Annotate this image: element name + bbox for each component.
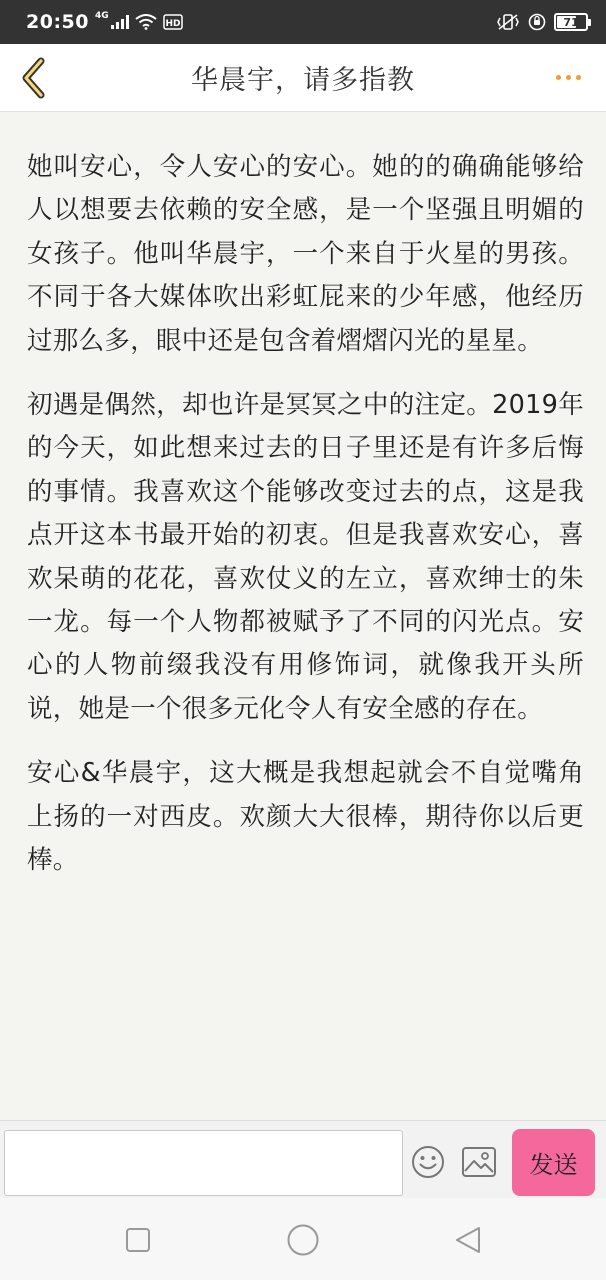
signal-icon — [111, 15, 129, 29]
back-button[interactable] — [14, 54, 54, 102]
send-button[interactable]: 发送 — [512, 1129, 595, 1196]
paragraph: 她叫安心，令人安心的安心。她的的确确能够给人以想要去依赖的安全感，是一个坚强且明媚的女孩子。他叫华晨宇，一个来自于火星的男孩。不同于各大媒体吹出彩虹屁来的少年感，他经历过那么多，眼中还是包含着熠熠闪光的星星。 — [27, 152, 584, 356]
more-dots-icon — [576, 75, 581, 80]
status-left — [26, 11, 183, 33]
status-right — [496, 13, 588, 31]
article-content — [0, 112, 606, 1120]
chevron-left-icon — [19, 57, 49, 99]
square-icon — [125, 1227, 151, 1253]
more-dots-icon — [566, 75, 571, 80]
reply-bar — [0, 1120, 606, 1198]
alarm-icon — [528, 13, 546, 31]
nav-back-button[interactable] — [450, 1222, 486, 1258]
more-button[interactable] — [548, 62, 588, 92]
paragraph: 初遇是偶然，却也许是冥冥之中的注定。2019年的今天，如此想来过去的日子里还是有许多后悔的事情。我喜欢这个能够改变过去的点，这是我点开这本书最开始的初衷。但是我喜欢安心，喜欢呆萌的花花，喜欢仗义的左立，喜欢绅士的朱一龙。每一个人物都被赋予了不同的闪光点。安心的人物前缀我没有用修饰词，就像我开头所说，她是一个很多元化令人有安全感的存在。 — [27, 390, 584, 724]
triangle-back-icon — [453, 1225, 483, 1255]
more-dots-icon — [556, 75, 561, 80]
page-title: 华晨宇，请多指教 — [191, 65, 415, 96]
image-icon[interactable] — [461, 1146, 497, 1178]
wifi-icon — [135, 14, 157, 30]
battery-icon — [554, 13, 588, 31]
network-type: 4G — [94, 10, 109, 21]
paragraph: 安心&华晨宇，这大概是我想起就会不自觉嘴角上扬的一对西皮。欢颜大大很棒，期待你以后更棒。 — [27, 758, 584, 876]
home-button[interactable] — [285, 1222, 321, 1258]
status-time: 20:50 — [26, 11, 89, 33]
navigation-bar — [0, 1198, 606, 1280]
hd-icon — [163, 14, 183, 30]
header — [0, 44, 606, 112]
battery-level: 71 — [563, 15, 579, 29]
recent-apps-button[interactable] — [120, 1222, 156, 1258]
reply-input[interactable] — [4, 1130, 403, 1196]
status-bar — [0, 0, 606, 44]
emoji-icon[interactable] — [410, 1144, 446, 1180]
vibrate-icon — [496, 13, 520, 31]
svg-text:HD: HD — [165, 19, 181, 29]
circle-icon — [286, 1223, 320, 1257]
